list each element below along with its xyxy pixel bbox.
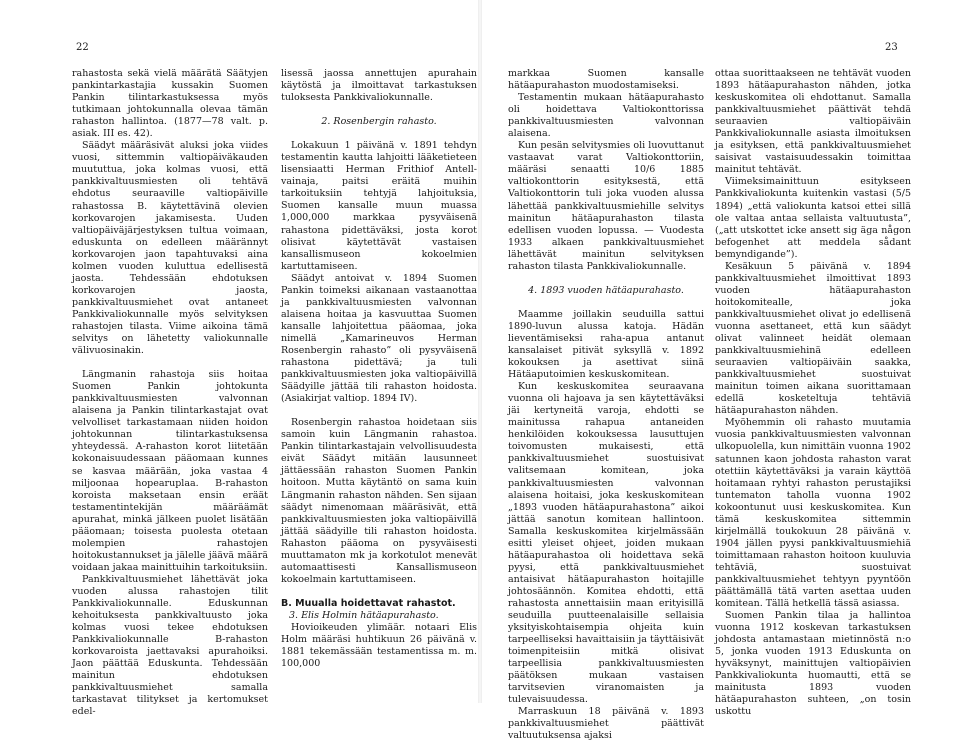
paragraph: rahastosta sekä vielä määrätä Säätyjen pankintarkastajia kussakin Suomen Pankin tilintarkastuksessa myös tutkimaan johtokunnalla olevaa tämän rahaston hallintoa. (1877—78 valt. p. asiak. III es. 42). — [72, 68, 268, 140]
paragraph: Marraskuun 18 päivänä v. 1893 pankkivaltuusmiehet päättivät valtuutuksensa ajaksi — [508, 706, 704, 742]
paragraph: Suomen Pankin tilaa ja hallintoa vuonna 1912 koskevan tarkastuksen johdosta antamastaan mietinnöstä n:o 5, jonka vuoden 1913 Eduskunta on hyväksynyt, mainittujen valtiopäivien Pankkivaliokunta huomautti, että se mainitusta 1893 vuoden hätäapurahaston suhteen, „on tosin uskottu — [715, 610, 911, 718]
paragraph: Viimeksimainittuun esitykseen Pankkivaliokunta kuitenkin vastasi (5/5 1894) „että valiokunta katsoi ettei sillä ole valtaa antaa sellaista valtuutusta”, („att utskottet icke ansett sig äga någon befogenhet att meddela sådant bemyndigande”). — [715, 176, 911, 260]
paragraph: Säädyt antoivat v. 1894 Suomen Pankin toimeksi aikanaan vastaanottaa ja pankkivaltuusmiesten valvonnan alaisena hoitaa ja kasvuuttaa Suomen kansalle lahjoitettua pääomaa, joka nimellä „Kamarineuvos Herman Rosenbergin rahasto” oli pysyväisenä rahastona pidettävä; ja tuli pankkivaltuusmiesten joka valtiopäivillä Säädyille jättää tili rahaston hoidosta. (Asiakirjat valtiop. 1894 IV). — [281, 272, 477, 405]
left-page — [0, 0, 480, 718]
column-2 — [281, 68, 477, 670]
paragraph-gap — [281, 104, 477, 116]
paragraph: Lokakuun 1 päivänä v. 1891 tehdyn testamentin kautta lahjoitti lääketieteen lisensiaatti Herman Frithiof Antell-vainaja, paitsi eräitä muihin tarkoituksiin tehtyjä lahjoituksia, Suomen kansalle muun muassa 1,000,000 markkaa pysyväisenä rahastona pidettäväksi, josta korot olisivat käytettävät vastaisen kansallismuseon kokoelmien kartuttamiseen. — [281, 140, 477, 272]
paragraph: Hovioikeuden ylimäär. notaari Elis Holm määräsi huhtikuun 26 päivänä v. 1881 tekemässään testamentissa m. m. 100,000 — [281, 621, 477, 670]
paragraph: Kun pesän selvitysmies oli luovuttanut vastaavat varat Valtiokonttoriin, määräsi senaatti 10/6 1885 valtiokonttorin esityksestä, että Valtiokonttorin tuli joka vuoden alussa lähettää pankkivaltuusmiehille selvitys mainitun hätäapurahaston tilasta edellisen vuoden lopussa. — Vuodesta 1933 alkaen pankkivaltuusmiehet lähettävät mainitun selvityksen rahaston tilasta Pankkivaliokunnalle. — [508, 140, 704, 272]
paragraph: Testamentin mukaan hätäapurahasto oli hoidettava Valtiokonttorissa pankkivaltuusmiesten valvonnan alaisena. — [508, 92, 704, 140]
paragraph: lisessä jaossa annettujen apurahain käytöstä ja ilmoittavat tarkastuksen tuloksesta Pankkivaliokunnalle. — [281, 68, 477, 104]
paragraph-gap — [281, 128, 477, 140]
paragraph: markkaa Suomen kansalle hätäapurahaston muodostamiseksi. — [508, 68, 704, 92]
paragraph: Maamme joillakin seuduilla sattui 1890-luvun alussa katoja. Hädän lieventämiseksi raha-apua antanut kansalaiset pitivät syksyllä v. 1892 kokouksen ja asettivat siinä Hätäaputoimien keskuskomitean. — [508, 308, 704, 381]
column-4 — [715, 68, 911, 719]
paragraph-gap — [281, 405, 477, 417]
page-number-right: 23 — [885, 42, 898, 53]
paragraph-gap — [508, 273, 704, 285]
section-heading: 4. 1893 vuoden hätäapurahasto. — [528, 284, 684, 296]
paragraph: ottaa suorittaakseen ne tehtävät vuoden 1893 hätäapurahaston nähden, jotka keskuskomitea oli ehdottanut. Samalla pankkivaltuusmiehet päättivät tehdä seuraavien valtiopäiväin Pankkivaliokunnalle asiasta ilmoituksen ja esityksen, että pankkivaltuusmiehet saisivat vastaisuudessakin toimittaa mainitut tehtävät. — [715, 68, 911, 176]
paragraph: Kun keskuskomitea seuraavana vuonna oli hajoava ja sen käytettäväksi jäi kertyneitä varoja, ehdotti se mainitussa rahapua antaneiden henkilöiden kokouksessa lausuttujen toivomusten mukaisesti, että pankkivaltuusmiehet suostuisivat valitsemaan komitean, joka pankkivaltuusmiesten valvonnan alaisena hoitaisi, joka keskuskomitean „1893 vuoden hätäapurahastona” aikoi jättää sanotun komitean hallintoon. Samalla keskuskomitea kirjelmässään esitti yleiset ohjeet, joiden mukaan hätäapurahastoa oli hoidettava sekä pyysi, että pankkivaltuusmiehet antaisivat hätäapurahaston hoitajille johtosäännön. Komitea ehdotti, että rahastosta annettaisiin maan erityisillä seuduilla puutteenalaisille sellaisia yksityiskohtaisempia ohjeita kuin tarpeelliseksi havaittaisiin ja täyttäisivät toimenpiteisiin mitkä olisivat tarpeellisia pankkivaltuusmiesten päätöksen mukaan vastaisen tarvitsevien viranomaisten ja tulevaisuudessa. — [508, 381, 704, 706]
paragraph: Pankkivaltuusmiehet lähettävät joka vuoden alussa rahastojen tilit Pankkivaliokunnalle. Eduskunnan kehoituksesta pankkivaltuusto joka kolmas vuosi tekee ehdotuksen Pankkivaliokunnalle B-rahaston korkovaroista jaettavaksi apurahoiksi. Jaon päättää Eduskunta. Tehdessään mainitun ehdotuksen pankkivaltuusmiehet samalla tarkastavat tilitykset ja kertomukset edel- — [72, 573, 268, 718]
paragraph: Myöhemmin oli rahasto muutamia vuosia pankkivaltuusmiesten valvonnan ulkopuolella, kun nimittäin vuonna 1902 satunnen kaon johdosta rahaston varat otettiin käytettäväksi ja varain käyttöä hoitamaan ryhtyi rahaston perustajiksi tuntematon taholla vuonna 1902 kokoontunut uusi keskuskomitea. Kun tämä keskuskomitea sittemmin kirjelmällä toukokuun 28 päivänä v. 1904 jällen pyysi pankkivaltuusmiehiä toimittamaan rahaston hoitoon kuuluvia tehtäviä, suostuivat pankkivaltuusmiehet tehtyyn pyyntöön päättämällä tätä varten asettaa uuden komitean. Tällä hetkellä tässä asiassa. — [715, 417, 911, 610]
paragraph: Säädyt määräsivät aluksi joka viides vuosi, sittemmin valtiopäiväkauden muututtua, joka kolmas vuosi, että pankkivaltuusmiesten oli tehtävä ehdotus seuraaville valtiopäiville rahastossa B. käytettävinä olevien korkovarojen jakamisesta. Uuden valtiopäiväjärjestyksen tultua voimaan, eduskunta on edelleen määrännyt korkovarojen jaon tapahtuvaksi aina kolmen vuoden kuluttua edellisestä jaosta. Tehdessään ehdotuksen korkovarojen jaosta, pankkivaltuusmiehet ovat antaneet Pankkivaliokunnalle myös selvityksen rahastojen tilasta. Viime aikoina tämä selvitys on lähetetty valiokunnalle välivuosinakin. — [72, 140, 268, 357]
paragraph: Rosenbergin rahastoa hoidetaan siis samoin kuin Längmanin rahastoa. Pankin tilintarkastajain velvollisuudesta eivät Säädyt mitään lausunneet jättäessään rahaston Suomen Pankin hoitoon. Mutta käytäntö on sama kuin Längmanin rahaston nähden. Sen sijaan säädyt nimenomaan määräsivät, että pankkivaltuusmiesten joka valtiopäivillä jättää säädyille tili rahaston hoidosta. Rahaston pääoma on pysyväisesti muuttamaton mk ja korkotulot menevät automaattisesti Kansallismuseon kokoelmain kartuttamiseen. — [281, 417, 477, 585]
paragraph: Längmanin rahastoja siis hoitaa Suomen Pankin johtokunta pankkivaltuusmiesten valvonnan alaisena ja Pankin tilintarkastajat ovat velvolliset tarkastamaan niiden hoidon johtokunnan tilintarkastuksensa yhteydessä. A-rahaston korot liitetään kokonaisuudessaan pääomaan kunnes se kasvaa määrään, joka vastaa 4 miljoonaa hopearuplaa. B-rahaston koroista maksetaan ensin eräät testamentintekijän määräämät apurahat, minkä jälkeen puolet lisätään pääomaan; toisesta puolesta otetaan molempien rahastojen hoitokustannukset ja jälelle jäävä määrä voidaan jakaa mainittuihin tarkoituksiin. — [72, 369, 268, 573]
column-1 — [72, 68, 268, 718]
section-heading: 2. Rosenbergin rahasto. — [321, 116, 437, 128]
paragraph-gap — [281, 586, 477, 598]
right-page — [480, 0, 960, 742]
section-heading-bold: B. Muualla hoidettavat rahastot. — [281, 597, 456, 609]
paragraph-gap — [72, 357, 268, 369]
paragraph-gap — [508, 297, 704, 309]
paragraph: Kesäkuun 5 päivänä v. 1894 pankkivaltuusmiehet ilmoittivat 1893 vuoden hätäapurahaston hoitokomitealle, joka pankkivaltuusmiehet olivat jo edellisenä vuonna asettaneet, että kun säädyt olivat valinneet heidät olemaan pankkivaltuusmiehinä edelleen seuraavien valtiopäiväin saakka, pankkivaltuusmiehet suostuivat mainitun toimen aikana suorittamaan edellä kosketeltuja tehtäviä hätäapurahaston nähden. — [715, 260, 911, 417]
column-3 — [508, 68, 704, 743]
page-number-left: 22 — [76, 42, 89, 53]
subsection-heading: 3. Elis Holmin hätäapurahasto. — [289, 609, 439, 621]
